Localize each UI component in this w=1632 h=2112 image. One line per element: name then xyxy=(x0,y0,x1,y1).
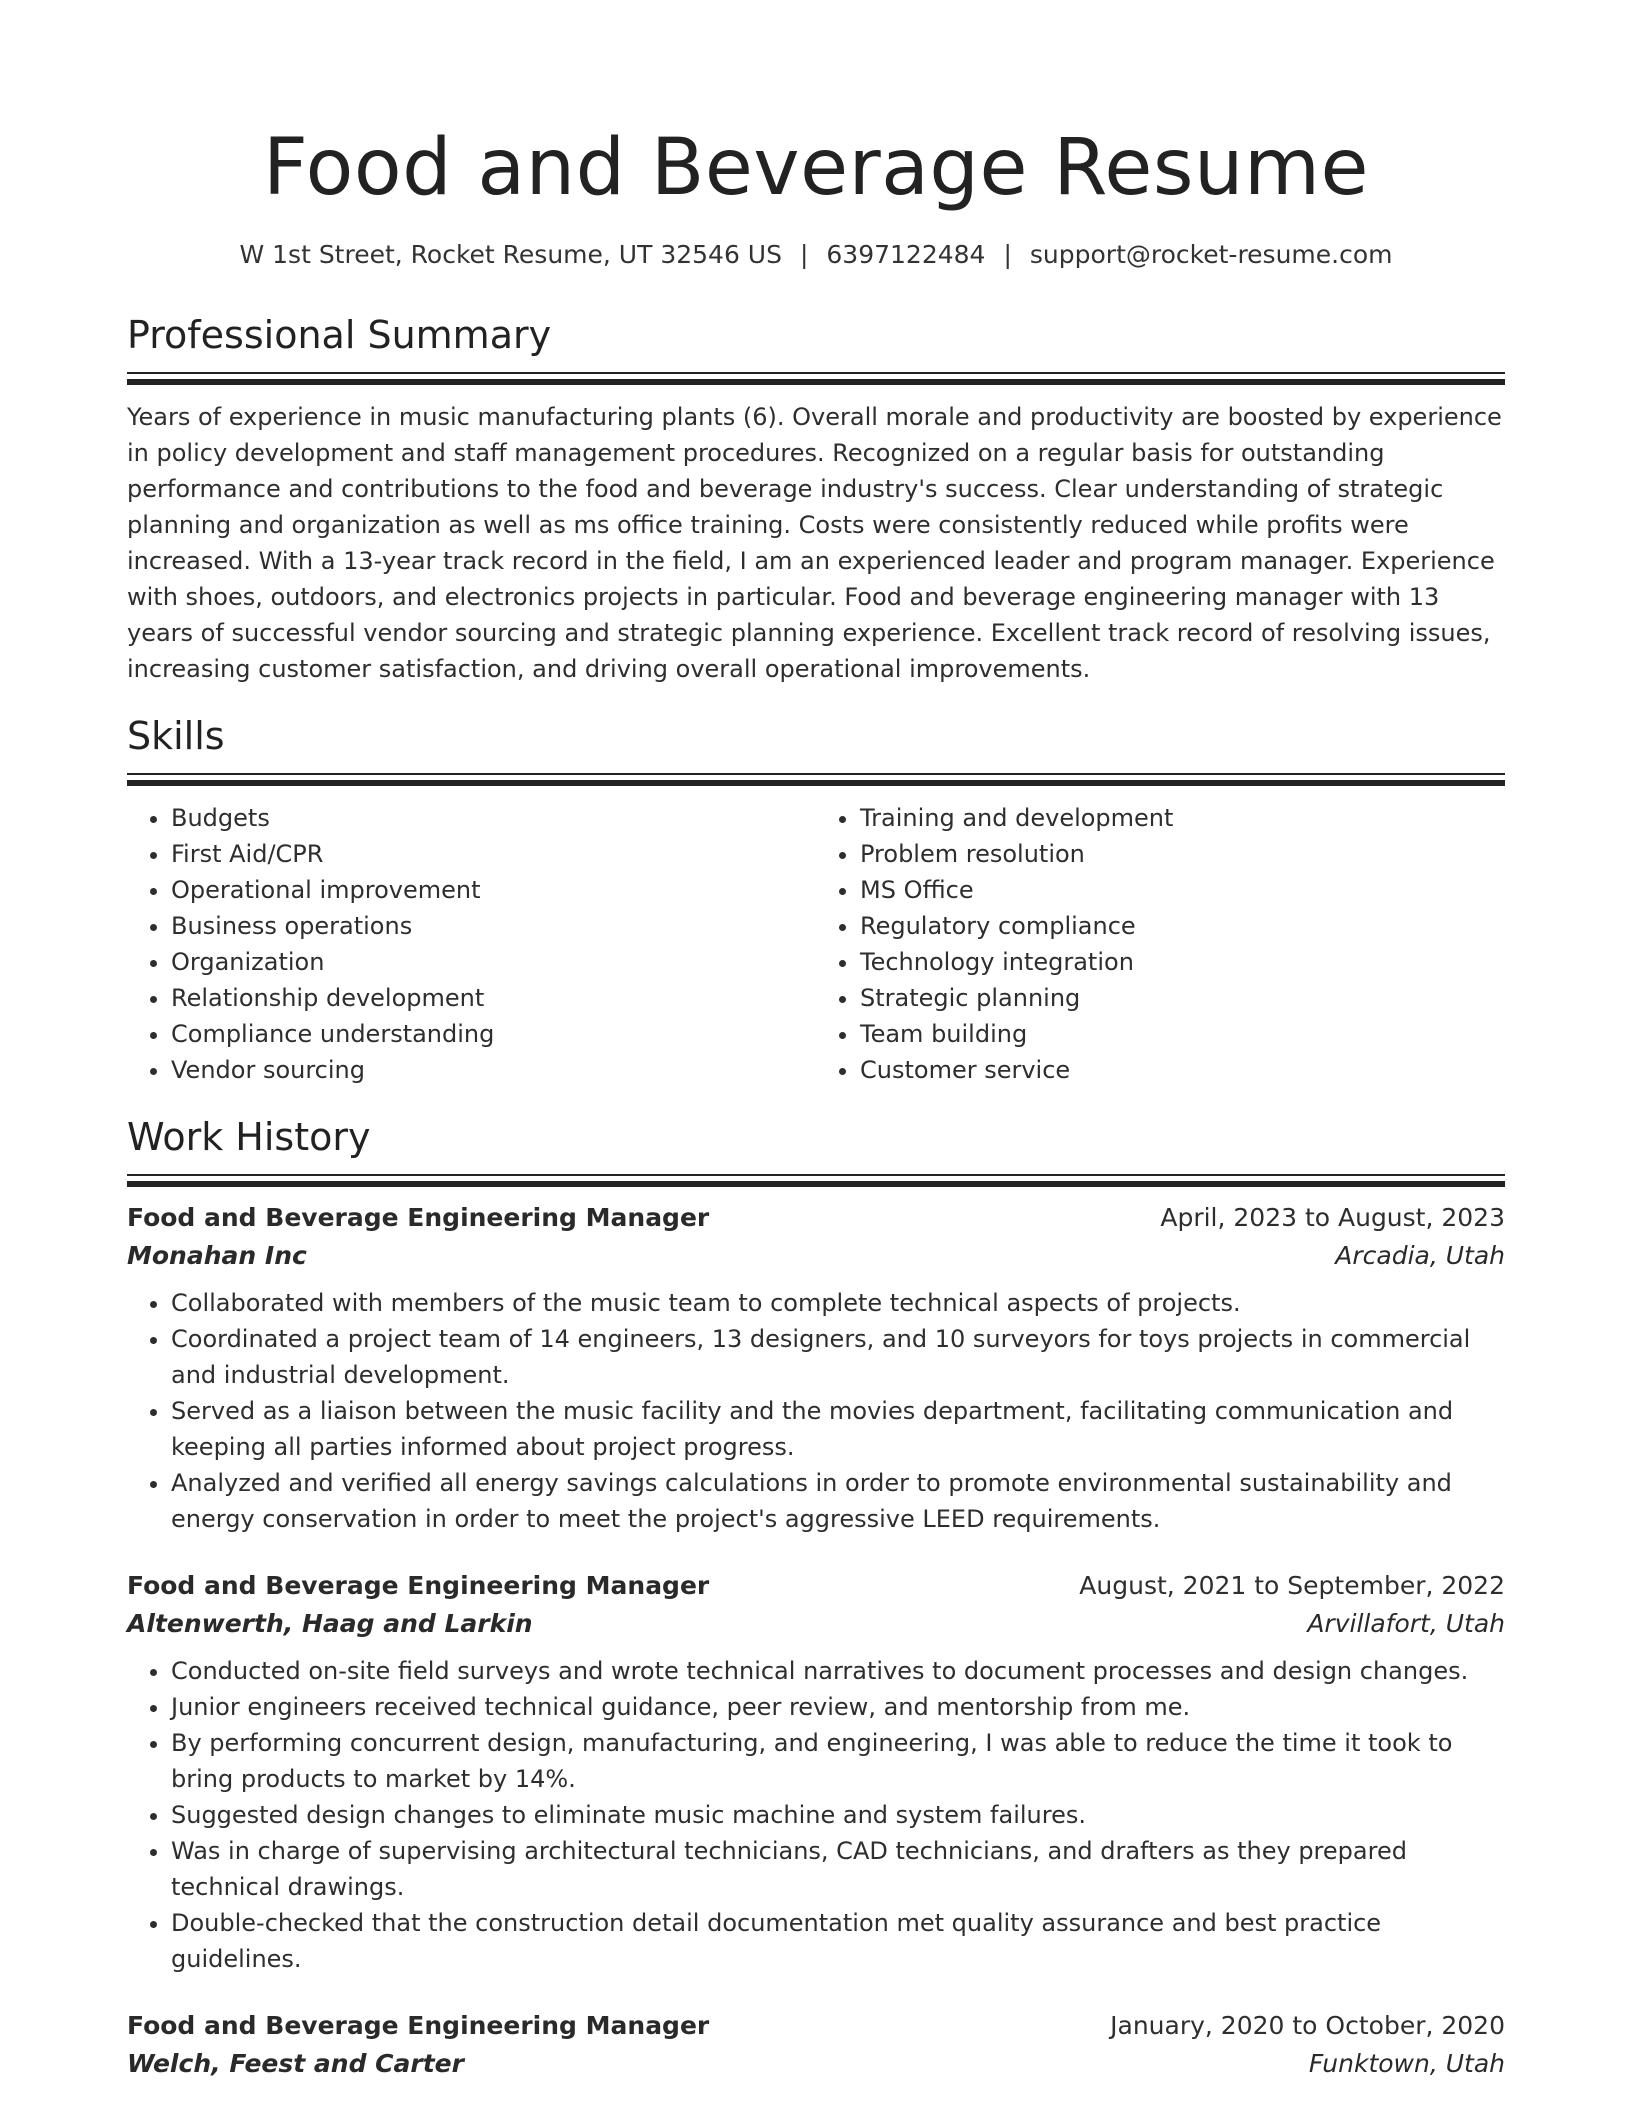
work-heading: Work History xyxy=(127,1115,371,1159)
skills-list-left xyxy=(127,800,816,1088)
contact-separator: | xyxy=(799,240,809,269)
job-bullet: • Was in charge of supervising architectural technicians, CAD technicians, and drafters as they prepared technical drawings. xyxy=(171,1833,1505,1905)
skill-item: • Organization xyxy=(171,944,816,980)
work-section xyxy=(127,1112,1505,2083)
section-divider xyxy=(127,1174,1505,1187)
job-dates: August, 2021 to September, 2022 xyxy=(1079,1571,1505,1600)
skill-item: • Customer service xyxy=(860,1052,1505,1088)
skill-item: • Regulatory compliance xyxy=(860,908,1505,944)
job-title: Food and Beverage Engineering Manager xyxy=(127,1571,710,1600)
skill-item: • Strategic planning xyxy=(860,980,1505,1016)
skills-columns xyxy=(127,800,1505,1088)
summary-text: Years of experience in music manufacturing plants (6). Overall morale and productivity are boosted by experience in policy development and staff management procedures. Recognized on a regular basis for outstanding performance and contributions to the food and beverage industry's success. Clear understanding of strategic planning and organization as well as ms office training. Costs were consistently reduced while profits were increased. With a 13-year track record in the field, I am an experienced leader and program manager. Experience with shoes, outdoors, and electronics projects in particular. Food and beverage engineering manager with 13 years of successful vendor sourcing and strategic planning experience. Excellent track record of resolving issues, increasing customer satisfaction, and driving overall operational improvements. xyxy=(127,403,1502,683)
job-bullet: • Analyzed and verified all energy savings calculations in order to promote environmental sustainability and energy conservation in order to meet the project's aggressive LEED requirements. xyxy=(171,1465,1505,1537)
job-location: Arcadia, Utah xyxy=(1335,1241,1505,1270)
job-dates: January, 2020 to October, 2020 xyxy=(1110,2011,1505,2040)
job-bullets xyxy=(127,1285,1505,1537)
skill-item: • Team building xyxy=(860,1016,1505,1052)
job-bullets xyxy=(127,1653,1505,1977)
job-company: Altenwerth, Haag and Larkin xyxy=(127,1609,533,1638)
skill-item: • Technology integration xyxy=(860,944,1505,980)
summary-heading: Professional Summary xyxy=(127,313,552,357)
skill-item: • Vendor sourcing xyxy=(171,1052,816,1088)
job-company: Welch, Feest and Carter xyxy=(127,2049,464,2078)
job-bullet: • Served as a liaison between the music facility and the movies department, facilitating communication and keeping all parties informed about project progress. xyxy=(171,1393,1505,1465)
skills-heading: Skills xyxy=(127,714,225,758)
job-subheader xyxy=(127,2045,1505,2083)
summary-section xyxy=(127,310,1505,687)
skill-item: • Training and development xyxy=(860,800,1505,836)
job-bullet: • Coordinated a project team of 14 engineers, 13 designers, and 10 surveyors for toys projects in commercial and industrial development. xyxy=(171,1321,1505,1393)
resume-title: Food and Beverage Resume xyxy=(263,123,1369,213)
contact-email: support@rocket-resume.com xyxy=(1029,240,1393,269)
job-bullet: • By performing concurrent design, manufacturing, and engineering, I was able to reduce the time it took to bring products to market by 14%. xyxy=(171,1725,1505,1797)
job-header xyxy=(127,1199,1505,1237)
job-header xyxy=(127,2007,1505,2045)
section-divider xyxy=(127,372,1505,385)
job-subheader xyxy=(127,1237,1505,1275)
skill-item: • Compliance understanding xyxy=(171,1016,816,1052)
job-entry xyxy=(127,1199,1505,1537)
job-bullet: • Collaborated with members of the music team to complete technical aspects of projects. xyxy=(171,1285,1505,1321)
job-bullet: • Double-checked that the construction detail documentation met quality assurance and best practice guidelines. xyxy=(171,1905,1505,1977)
skill-item: • Business operations xyxy=(171,908,816,944)
job-bullet: • Conducted on-site field surveys and wrote technical narratives to document processes and design changes. xyxy=(171,1653,1505,1689)
section-divider xyxy=(127,773,1505,786)
job-location: Funktown, Utah xyxy=(1308,2049,1505,2078)
job-title: Food and Beverage Engineering Manager xyxy=(127,1203,710,1232)
contact-line xyxy=(127,238,1505,272)
skill-item: • Relationship development xyxy=(171,980,816,1016)
job-company: Monahan Inc xyxy=(127,1241,307,1270)
job-bullet: • Junior engineers received technical guidance, peer review, and mentorship from me. xyxy=(171,1689,1505,1725)
job-entry xyxy=(127,2007,1505,2083)
contact-separator: | xyxy=(1003,240,1012,269)
job-subheader xyxy=(127,1605,1505,1643)
job-entry xyxy=(127,1567,1505,1977)
skills-section xyxy=(127,711,1505,1088)
job-location: Arvillafort, Utah xyxy=(1307,1609,1505,1638)
skill-item: • Operational improvement xyxy=(171,872,816,908)
contact-phone: 6397122484 xyxy=(826,240,986,269)
job-title: Food and Beverage Engineering Manager xyxy=(127,2011,710,2040)
job-dates: April, 2023 to August, 2023 xyxy=(1160,1203,1505,1232)
skill-item: • First Aid/CPR xyxy=(171,836,816,872)
skill-item: • Problem resolution xyxy=(860,836,1505,872)
contact-address: W 1st Street, Rocket Resume, UT 32546 US xyxy=(239,240,782,269)
skills-list-right xyxy=(816,800,1505,1088)
job-bullet: • Suggested design changes to eliminate music machine and system failures. xyxy=(171,1797,1505,1833)
skill-item: • MS Office xyxy=(860,872,1505,908)
job-header xyxy=(127,1567,1505,1605)
skill-item: • Budgets xyxy=(171,800,816,836)
